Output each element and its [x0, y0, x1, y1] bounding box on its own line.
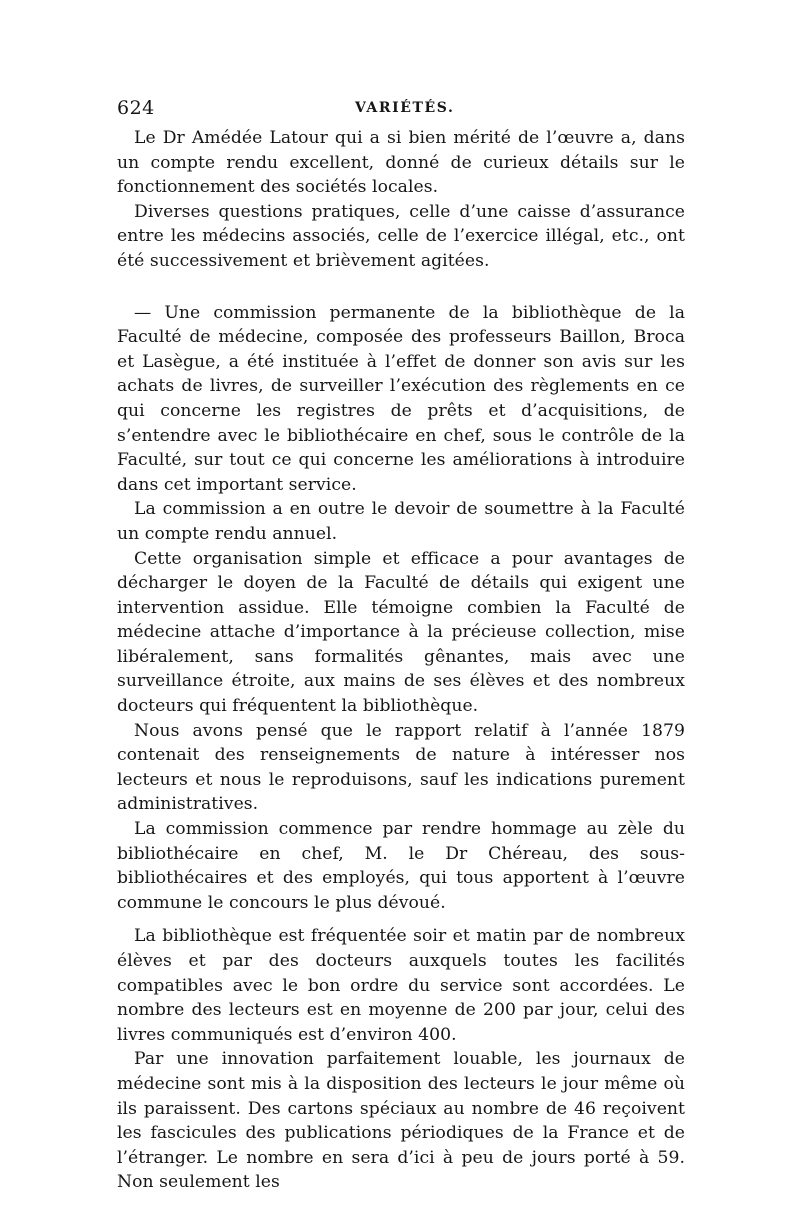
paragraph-compte-rendu: La commission a en outre le devoir de soumettre à la Faculté un compte rendu annuel. — [117, 499, 685, 544]
paragraph-organisation: Cette organisation simple et efficace a pour avantages de décharger le doyen de la Faculté de détails qui exigent une intervention assidue. Elle témoigne combien la Faculté de médecine attache d’importance à la précieuse collection, mise libéralement, sans formalités gênantes, mais avec une surveillance étroite, aux mains de ses élèves et des nombreux docteurs qui fréquentent la bibliothèque. — [117, 548, 685, 717]
paragraph-hommage: La commission commence par rendre hommage au zèle du bibliothécaire en chef, M. le Dr Chéreau, des sous-bibliothécaires et des employés, qui tous apportent à l’œuvre commune le concours le plus dévoué. — [117, 819, 685, 913]
paragraph-questions: Diverses questions pratiques, celle d’une caisse d’assurance entre les médecins associés, celle de l’exercice illégal, etc., ont été successivement et brièvement agitées. — [117, 201, 685, 271]
running-title: VARIÉTÉS. — [355, 100, 455, 116]
page-header — [117, 97, 685, 121]
page-number: 624 — [117, 97, 155, 119]
paragraph-journaux: Par une innovation parfaitement louable, les journaux de médecine sont mis à la disposition des lecteurs le jour même où ils paraissent. Des cartons spéciaux au nombre de 46 reçoivent les fascicules des publications périodiques de la France et de l’étranger. Le nombre en sera d’ici à peu de jours porté à 59. Non seulement les — [117, 1049, 685, 1193]
body-text — [117, 126, 685, 1195]
paragraph-frequentation: La bibliothèque est fréquentée soir et matin par de nombreux élèves et par des docteurs auxquels toutes les facilités compatibles avec le bon ordre du service sont accordées. Le nombre des lecteurs est en moyenne de 200 par jour, celui des livres communiqués est d’environ 400. — [117, 926, 685, 1045]
paragraph-latour: Le Dr Amédée Latour qui a si bien mérité de l’œuvre a, dans un compte rendu excellent, donné de curieux détails sur le fonctionnement des sociétés locales. — [117, 128, 685, 198]
paragraph-commission: — Une commission permanente de la bibliothèque de la Faculté de médecine, composée des professeurs Baillon, Broca et Lasègue, a été instituée à l’effet de donner son avis sur les achats de livres, de surveiller l’exécution des règlements en ce qui concerne les registres de prêts et d’acquisitions, de s’entendre avec le bibliothécaire en chef, sous le contrôle de la Faculté, sur tout ce qui concerne les améliorations à introduire dans cet important service. — [117, 302, 685, 495]
paragraph-rapport-1879: Nous avons pensé que le rapport relatif à l’année 1879 contenait des renseignements de nature à intéresser nos lecteurs et nous le reproduisons, sauf les indications purement administratives. — [117, 720, 685, 815]
